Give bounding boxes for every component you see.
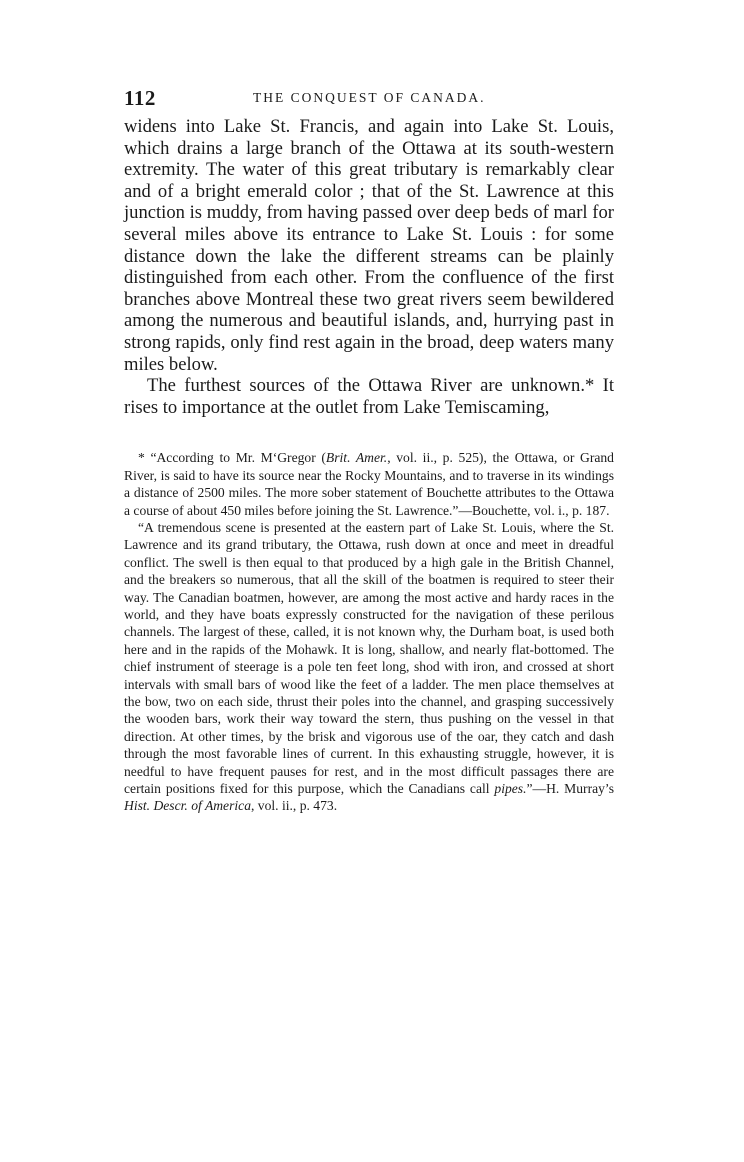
paragraph-2: The furthest sources of the Ottawa River are unknown.* It rises to importance at the outlet from Lake Temiscaming, xyxy=(124,375,614,418)
footnote-2-reference: , vol. ii., p. 473. xyxy=(251,798,338,814)
footnote-1-lead: * “According to Mr. M‘Gregor ( xyxy=(138,450,326,466)
book-page xyxy=(124,86,614,815)
page-number: 112 xyxy=(124,86,156,110)
paragraph-1: widens into Lake St. Francis, and again into Lake St. Louis, which drains a large branch of the Ottawa at its south-western extremity. The water of this great tributary is remarkably clear and of a bright emerald color ; that of the St. Lawrence at this junction is muddy, from having passed over deep beds of marl for several miles above its entrance to Lake St. Louis : for some distance down the lake the different streams can be plainly distinguished from each other. From the confluence of the first branches above Montreal these two great rivers seem bewildered among the numerous and beautiful islands, and, hurrying past in strong rapids, only find rest again in the broad, deep waters many miles below. xyxy=(124,116,614,375)
footnote-2 xyxy=(124,519,614,815)
footnote-1 xyxy=(124,449,614,519)
footnote-2-citation-title: Hist. Descr. of America xyxy=(124,798,251,814)
footnote-1-citation-title: Brit. Amer. xyxy=(325,450,388,466)
running-title: THE CONQUEST OF CANADA. xyxy=(253,90,486,105)
page-header xyxy=(124,86,614,116)
footnote-1-body: , vol. ii., p. 525), the Ottawa, or Grand River, is said to have its source near the Rocky Mountains, and to traverse in its windings a distance of 2500 miles. The more sober statement of Bouchette attributes to the Ottawa a course of about 450 miles before joining the St. Lawrence.”—Bouchette, vol. i., p. 187. xyxy=(124,450,614,518)
footnote-2-term: pipes. xyxy=(494,781,527,797)
footnotes xyxy=(124,449,614,815)
footnote-2-body: “A tremendous scene is presented at the eastern part of Lake St. Louis, where the St. Lawrence and its grand tributary, the Ottawa, rush down at once and meet in dreadful conflict. The swell is then equal to that produced by a high gale in the British Channel, and the breakers so numerous, that all the skill of the boatmen is required to steer their way. The Canadian boatmen, however, are among the most active and hardy races in the world, and they have boats expressly constructed for the navigation of these perilous channels. The largest of these, called, it is not known why, the Durham boat, is used both here and in the rapids of the Mohawk. It is long, shallow, and nearly flat-bottomed. The chief instrument of steerage is a pole ten feet long, shod with iron, and crossed at short intervals with small bars of wood like the feet of a ladder. The men place themselves at the bow, two on each side, thrust their poles into the channel, and grasping successively the wooden bars, work their way toward the stern, thus pushing on the vessel in that direction. At other times, by the brisk and vigorous use of the oar, they catch and dash through the most favorable lines of current. In this exhausting struggle, however, it is needful to have frequent pauses for rest, and in the most difficult passages there are certain positions fixed for this purpose, which the Canadians call xyxy=(124,519,614,797)
main-text xyxy=(124,116,614,418)
footnote-2-attribution: ”—H. Murray’s xyxy=(526,781,614,797)
